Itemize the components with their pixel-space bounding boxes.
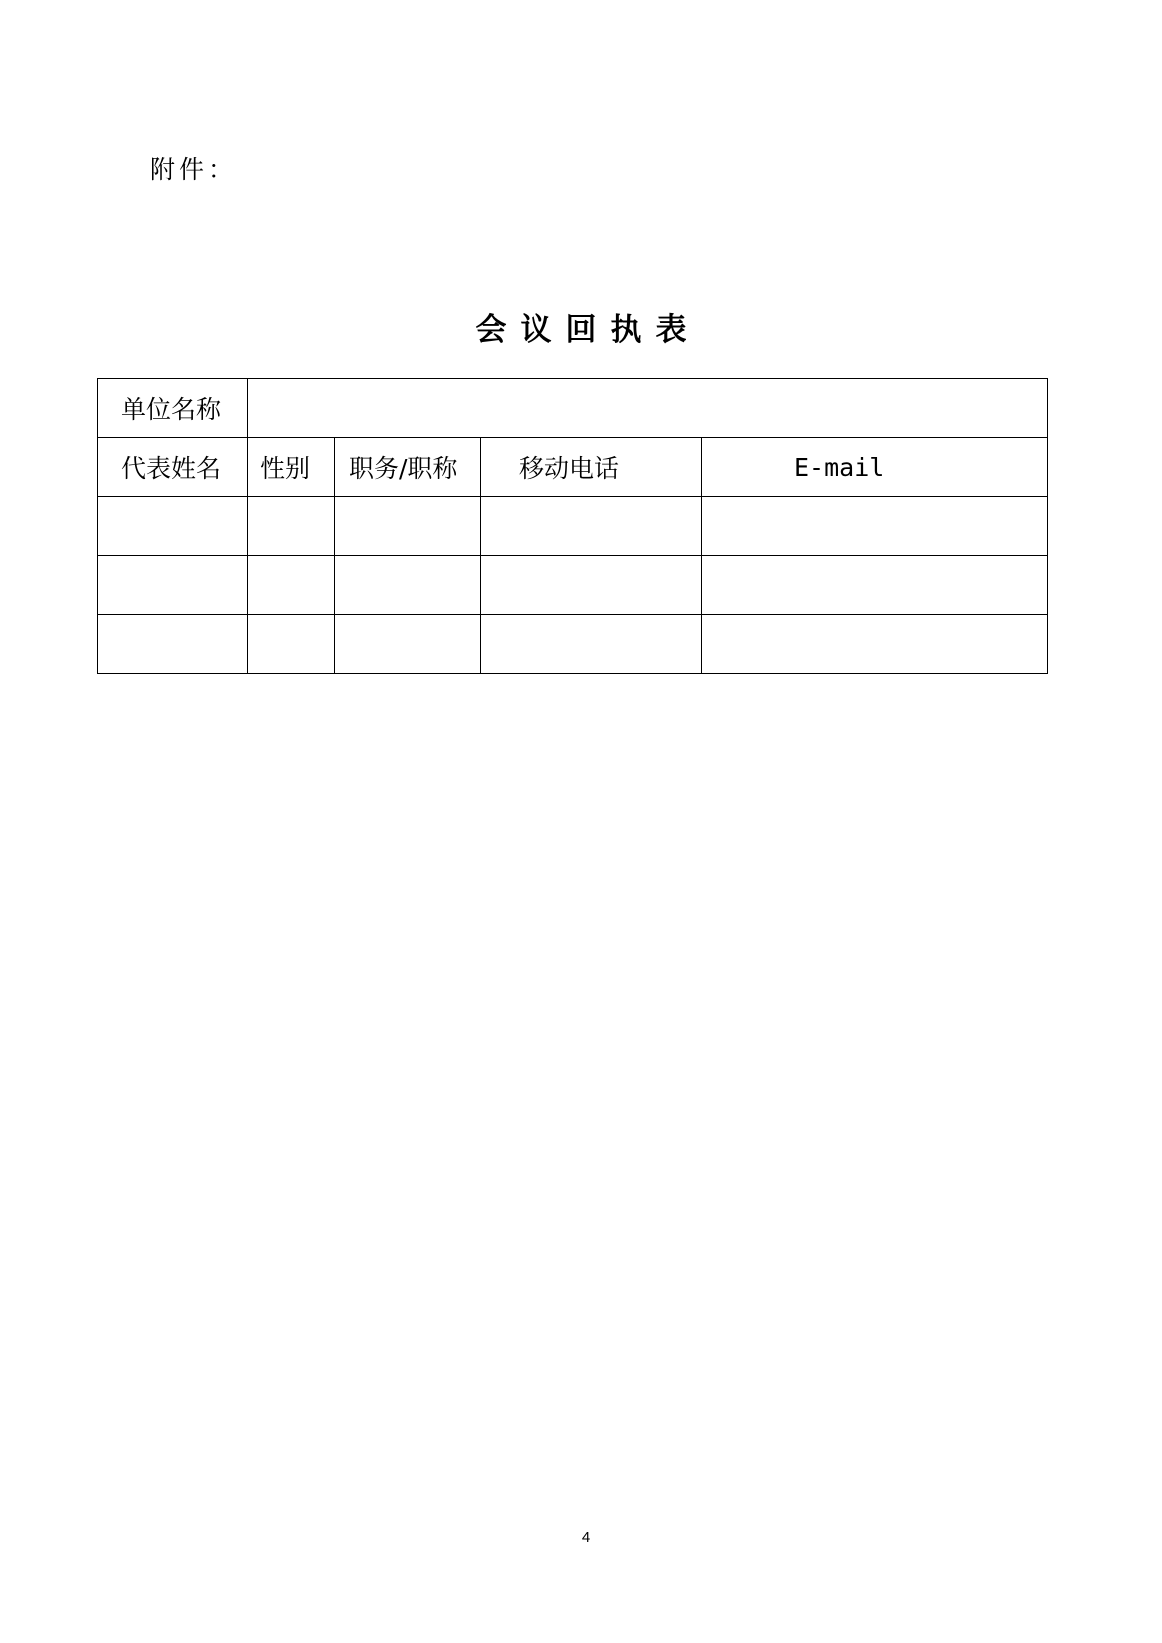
- rep-name-field[interactable]: [98, 556, 248, 615]
- table-row: [98, 556, 1048, 615]
- org-row: [98, 379, 1048, 438]
- header-email: E-mail: [702, 438, 1048, 497]
- gender-field[interactable]: [248, 615, 335, 674]
- org-label-cell: 单位名称: [98, 379, 248, 438]
- header-rep-name: 代表姓名: [98, 438, 248, 497]
- position-field[interactable]: [335, 615, 481, 674]
- position-field[interactable]: [335, 497, 481, 556]
- receipt-table: [97, 378, 1048, 674]
- table-row: [98, 497, 1048, 556]
- gender-field[interactable]: [248, 497, 335, 556]
- page-number: 4: [581, 1529, 591, 1546]
- header-position: 职务/职称: [335, 438, 481, 497]
- org-name-field[interactable]: [248, 379, 1048, 438]
- email-field[interactable]: [702, 615, 1048, 674]
- rep-name-field[interactable]: [98, 497, 248, 556]
- header-mobile: 移动电话: [481, 438, 702, 497]
- table-row: [98, 615, 1048, 674]
- position-field[interactable]: [335, 556, 481, 615]
- gender-field[interactable]: [248, 556, 335, 615]
- mobile-field[interactable]: [481, 615, 702, 674]
- email-field[interactable]: [702, 556, 1048, 615]
- mobile-field[interactable]: [481, 497, 702, 556]
- form-title: 会议回执表: [475, 312, 701, 348]
- header-gender: 性别: [248, 438, 335, 497]
- attachment-label: 附件：: [150, 155, 238, 184]
- email-field[interactable]: [702, 497, 1048, 556]
- header-row: [98, 438, 1048, 497]
- mobile-field[interactable]: [481, 556, 702, 615]
- rep-name-field[interactable]: [98, 615, 248, 674]
